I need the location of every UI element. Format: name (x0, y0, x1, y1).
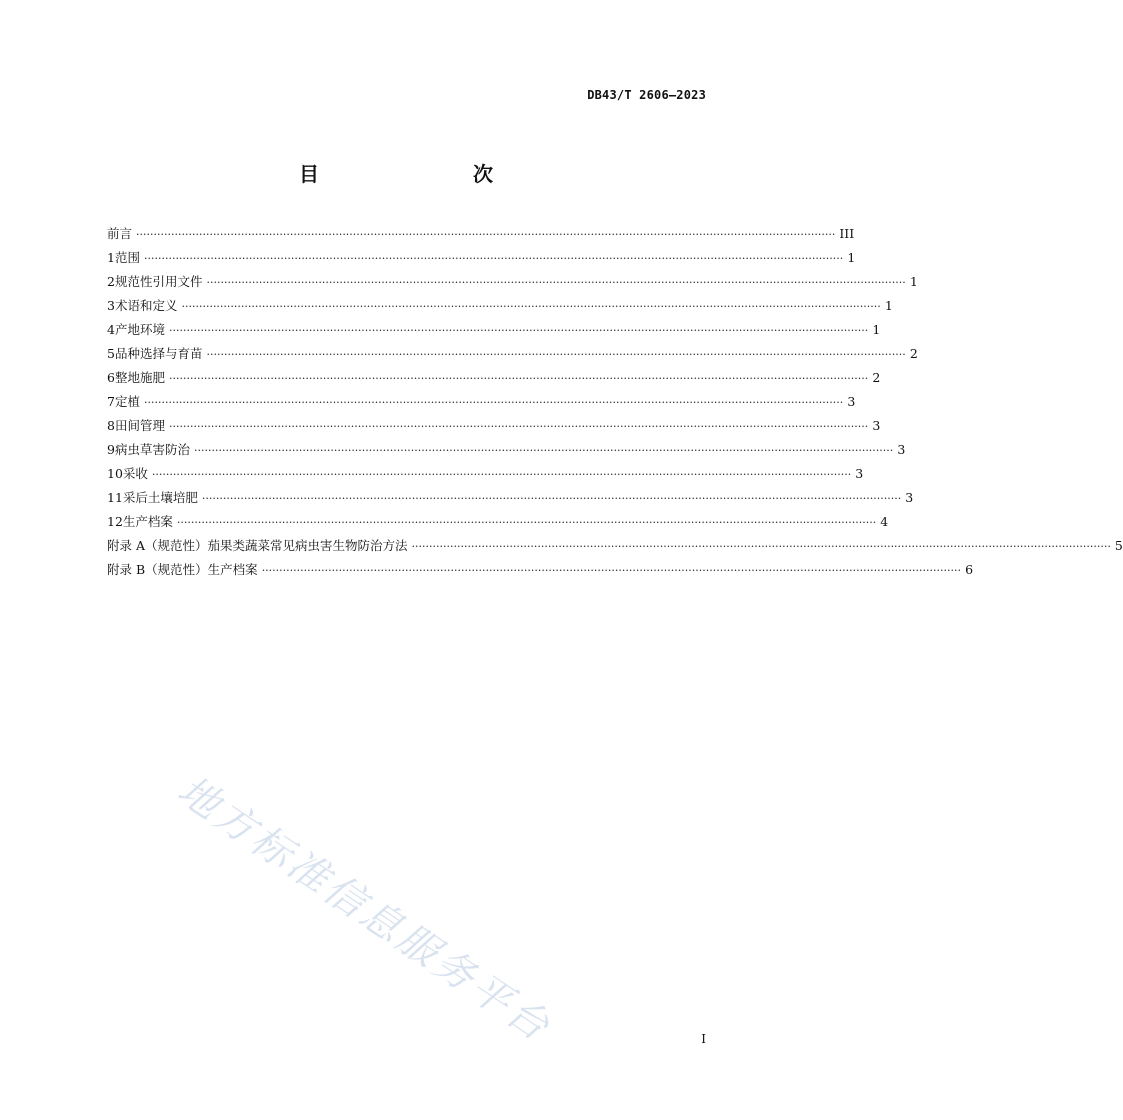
toc-page-number: 6 (965, 562, 974, 577)
toc-entry-5[interactable] (107, 344, 918, 368)
toc-entry-10[interactable] (107, 464, 864, 488)
toc-label: 范围 (114, 250, 140, 265)
toc-label: 茄果类蔬菜常见病虫害生物防治方法 (207, 538, 408, 553)
watermark: 地方标准信息服务平台 (169, 767, 560, 1052)
toc-entry-8[interactable] (107, 416, 881, 440)
toc-entry-6[interactable] (107, 368, 881, 392)
toc-number: 6 (107, 370, 115, 385)
toc-entry-3[interactable] (107, 296, 893, 320)
toc-leader-dots: ········································································································································································································ (261, 564, 962, 577)
toc-leader-dots: ········································································································································································································ (168, 420, 869, 433)
toc-number: 11 (107, 490, 123, 505)
toc-page-number: 3 (905, 490, 914, 505)
toc-number: 5 (107, 346, 115, 361)
toc-label: 田间管理 (114, 418, 165, 433)
toc-leader-dots: ········································································································································································································ (168, 324, 869, 337)
toc-number: 4 (107, 322, 115, 337)
toc-leader-dots: ········································································································································································································ (201, 492, 902, 505)
toc-label: 采后土壤培肥 (122, 490, 198, 505)
toc-entry-1[interactable] (107, 248, 856, 272)
toc-number: 10 (107, 466, 123, 481)
toc-label: 术语和定义 (114, 298, 178, 313)
toc-number: 1 (107, 250, 115, 265)
toc-leader-dots: ········································································································································································································ (193, 444, 894, 457)
toc-page-number: 3 (847, 394, 856, 409)
toc-label: 产地环境 (114, 322, 165, 337)
toc-label: 采收 (122, 466, 148, 481)
toc-entry-12[interactable] (107, 512, 889, 536)
toc-label: 品种选择与育苗 (114, 346, 203, 361)
toc-number: 8 (107, 418, 115, 433)
toc-leader-dots: ········································································································································································································ (143, 396, 844, 409)
toc-leader-dots: ········································································································································································································ (168, 372, 869, 385)
toc-page-number: III (839, 226, 855, 241)
toc-leader-dots: ········································································································································································································ (181, 300, 881, 313)
toc-leader-dots: ········································································································································································································ (176, 516, 877, 529)
toc-page-number: 5 (1114, 538, 1123, 553)
toc-entry-foreword[interactable] (107, 224, 855, 248)
toc-entry-4[interactable] (107, 320, 881, 344)
toc-label: 生产档案 (207, 562, 258, 577)
toc-leader-dots: ········································································································································································································ (151, 468, 852, 481)
toc-leader-dots: ········································································································································································································ (411, 540, 1111, 553)
toc-page-number: 4 (880, 514, 889, 529)
toc-number: 附录 B（规范性） (107, 562, 208, 577)
toc-page-number: 1 (847, 250, 856, 265)
toc-leader-dots: ········································································································································································································ (136, 228, 836, 241)
toc-label: 生产档案 (122, 514, 173, 529)
toc-label: 病虫草害防治 (114, 442, 190, 457)
toc-page-number: 3 (897, 442, 906, 457)
toc-leader-dots: ········································································································································································································ (206, 276, 906, 289)
toc-page-number: 3 (872, 418, 881, 433)
toc-page-number: 1 (872, 322, 881, 337)
toc-number: 9 (107, 442, 115, 457)
document-code: DB43/T 2606—2023 (587, 88, 706, 102)
toc-page-number: 3 (855, 466, 864, 481)
toc-number: 12 (107, 514, 123, 529)
toc-number: 附录 A（规范性） (107, 538, 208, 553)
toc-number: 7 (107, 394, 115, 409)
footer-page-number: I (701, 1032, 706, 1046)
toc-label: 整地施肥 (114, 370, 165, 385)
toc-entry-appendix-a[interactable] (107, 536, 1123, 560)
toc-number: 3 (107, 298, 115, 313)
toc-label: 前言 (107, 226, 133, 241)
toc-page-number: 1 (884, 298, 893, 313)
toc-entry-7[interactable] (107, 392, 856, 416)
toc-entry-2[interactable] (107, 272, 918, 296)
toc-leader-dots: ········································································································································································································ (143, 252, 844, 265)
toc-entry-9[interactable] (107, 440, 906, 464)
page-title: 目 次 (299, 162, 531, 186)
toc-entry-11[interactable] (107, 488, 914, 512)
toc-page-number: 2 (872, 370, 881, 385)
table-of-contents (107, 224, 1123, 584)
toc-page-number: 1 (909, 274, 918, 289)
toc-label: 定植 (114, 394, 140, 409)
toc-leader-dots: ········································································································································································································ (206, 348, 906, 361)
toc-page-number: 2 (909, 346, 918, 361)
toc-number: 2 (107, 274, 115, 289)
toc-entry-appendix-b[interactable] (107, 560, 974, 584)
toc-label: 规范性引用文件 (114, 274, 203, 289)
